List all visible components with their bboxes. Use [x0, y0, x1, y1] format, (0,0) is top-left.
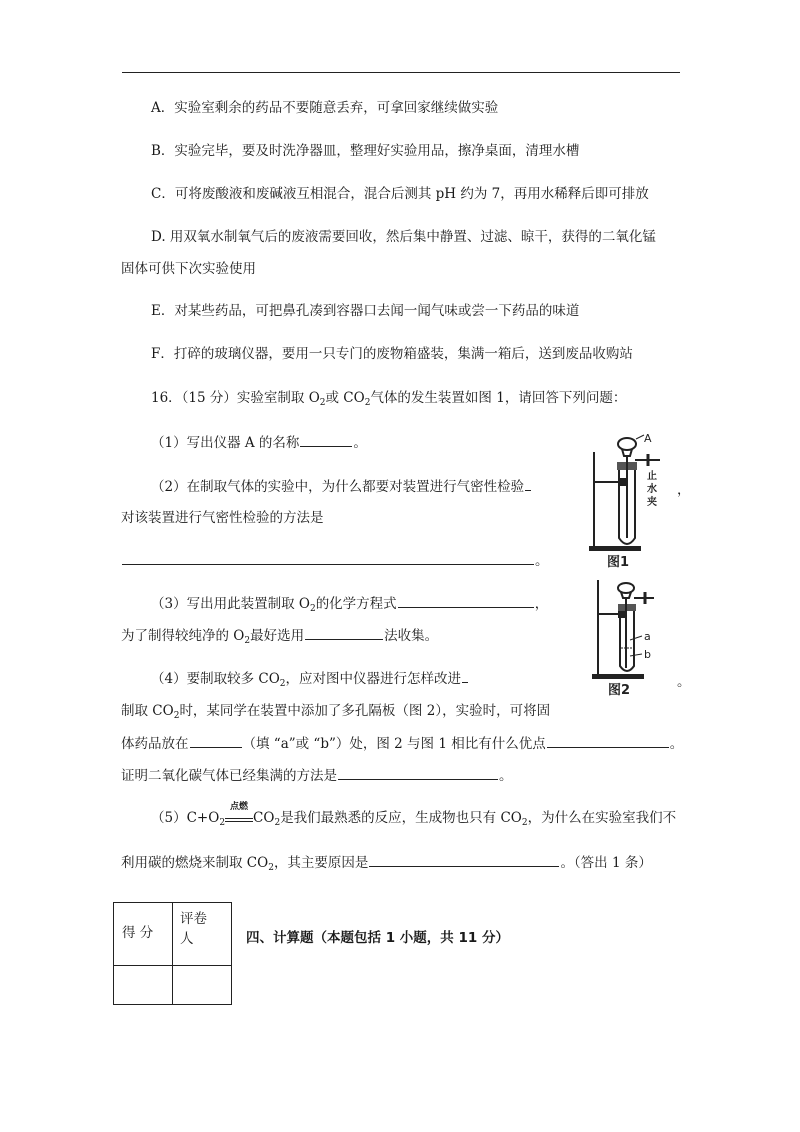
grader-label-2: 人 — [180, 931, 194, 947]
top-rule — [122, 72, 680, 73]
double-equals-sign — [225, 818, 253, 822]
q16-part4-period: 。 — [677, 674, 691, 690]
score-value-cell[interactable] — [114, 966, 173, 1005]
q16-part2-line2: 对该装置进行气密性检验的方法是 — [121, 510, 324, 526]
q16-part5-line2: 利用碳的燃烧来制取 $CO_2$，其主要原因是 。（答出 1 条） — [121, 852, 652, 873]
option-e: E．对某些药品，可把鼻孔凑到容器口去闻一闻气味或尝一下药品的味道 — [151, 303, 580, 319]
q16-part4-line4: 证明二氧化碳气体已经集满的方法是 。 — [121, 765, 513, 786]
option-d-line2: 固体可供下次实验使用 — [121, 261, 256, 277]
fig1-clamp-char-3: 夹 — [647, 497, 657, 508]
q16-part2-comma: ， — [677, 482, 691, 498]
answer-blank-airtight-method[interactable] — [122, 550, 534, 565]
fig2-label-a: a — [644, 630, 651, 643]
q16-part2-line3: 。 — [121, 550, 549, 571]
answer-blank-instrument-a[interactable] — [300, 432, 352, 447]
figure-1-apparatus-drawing — [588, 430, 666, 570]
answer-blank-advantage[interactable] — [547, 733, 669, 748]
q16-part1: （1）写出仪器 A 的名称 。 — [151, 432, 367, 453]
answer-blank-improvement[interactable] — [462, 668, 468, 683]
answer-blank-why-airtight[interactable] — [525, 476, 531, 491]
grader-header-cell — [173, 903, 232, 966]
figure-1 — [588, 430, 666, 570]
q16-part4-line2: 制取 $CO_2$时，某同学在装置中添加了多孔隔板（图 2），实验时，可将固 — [121, 703, 551, 721]
q16-part3-line2: 为了制得较纯净的 $O_2$最好选用 法收集。 — [121, 625, 438, 646]
fig1-caption: 图1 — [607, 555, 630, 570]
fig2-caption: 图2 — [608, 683, 631, 698]
q16-part4-line1: （4）要制取较多 $CO_2$，应对图中仪器进行怎样改进 — [151, 668, 469, 689]
q16-part3-line1: （3）写出用此装置制取 $O_2$的化学方程式 ， — [151, 593, 548, 614]
figure-2 — [588, 576, 666, 700]
figure-2-apparatus-drawing — [588, 576, 666, 700]
fig2-label-b: b — [644, 648, 651, 661]
option-b: B．实验完毕，要及时洗净器皿，整理好实验用品，擦净桌面，清理水槽 — [151, 143, 580, 159]
ignite-condition: 点燃 — [225, 812, 253, 822]
fig1-clamp-char-1: 止 — [647, 471, 657, 482]
section-4-title: 四、计算题（本题包括 1 小题，共 11 分） — [246, 930, 509, 946]
q16-part4-line3: 体药品放在 （填 “a”或 “b”）处，图 2 与图 1 相比有什么优点 。 — [121, 733, 683, 754]
answer-blank-full-check[interactable] — [338, 765, 498, 780]
answer-blank-o2-equation[interactable] — [398, 593, 534, 608]
q16-part2-line1: （2）在制取气体的实验中，为什么都要对装置进行气密性检验 — [151, 476, 532, 497]
option-a: A．实验室剩余的药品不要随意丢弃，可拿回家继续做实验 — [151, 100, 499, 116]
q16-stem: 16．（15 分）实验室制取 $O_2$或 $CO_2$气体的发生装置如图 1，请回答下列问题： — [151, 390, 627, 408]
answer-blank-collection-method[interactable] — [305, 625, 383, 640]
option-f: F．打碎的玻璃仪器，要用一只专门的废物箱盛装，集满一箱后，送到废品收购站 — [151, 346, 633, 362]
option-d-line1: D. 用双氧水制氧气后的废液需要回收，然后集中静置、过滤、晾干，获得的二氧化锰 — [151, 229, 656, 245]
answer-blank-a-or-b[interactable] — [190, 733, 242, 748]
option-c: C．可将废酸液和废碱液互相混合，混合后测其 pH 约为 7，再用水稀释后即可排放 — [151, 186, 649, 202]
score-header-cell — [114, 903, 173, 966]
grader-value-cell[interactable] — [173, 966, 232, 1005]
q16-part5-line1: $(5)C+O_2$ 点燃 $CO_2$是我们最熟悉的反应，生成物也只有 $CO_2$，为什么在实验室我们不 — [151, 802, 677, 828]
score-label: 得 分 — [122, 925, 154, 941]
score-table — [113, 902, 232, 1005]
answer-blank-main-reason[interactable] — [369, 852, 559, 867]
fig1-label-a: A — [644, 432, 652, 445]
grader-label-1: 评卷 — [180, 911, 207, 927]
fig1-clamp-char-2: 水 — [647, 484, 657, 495]
